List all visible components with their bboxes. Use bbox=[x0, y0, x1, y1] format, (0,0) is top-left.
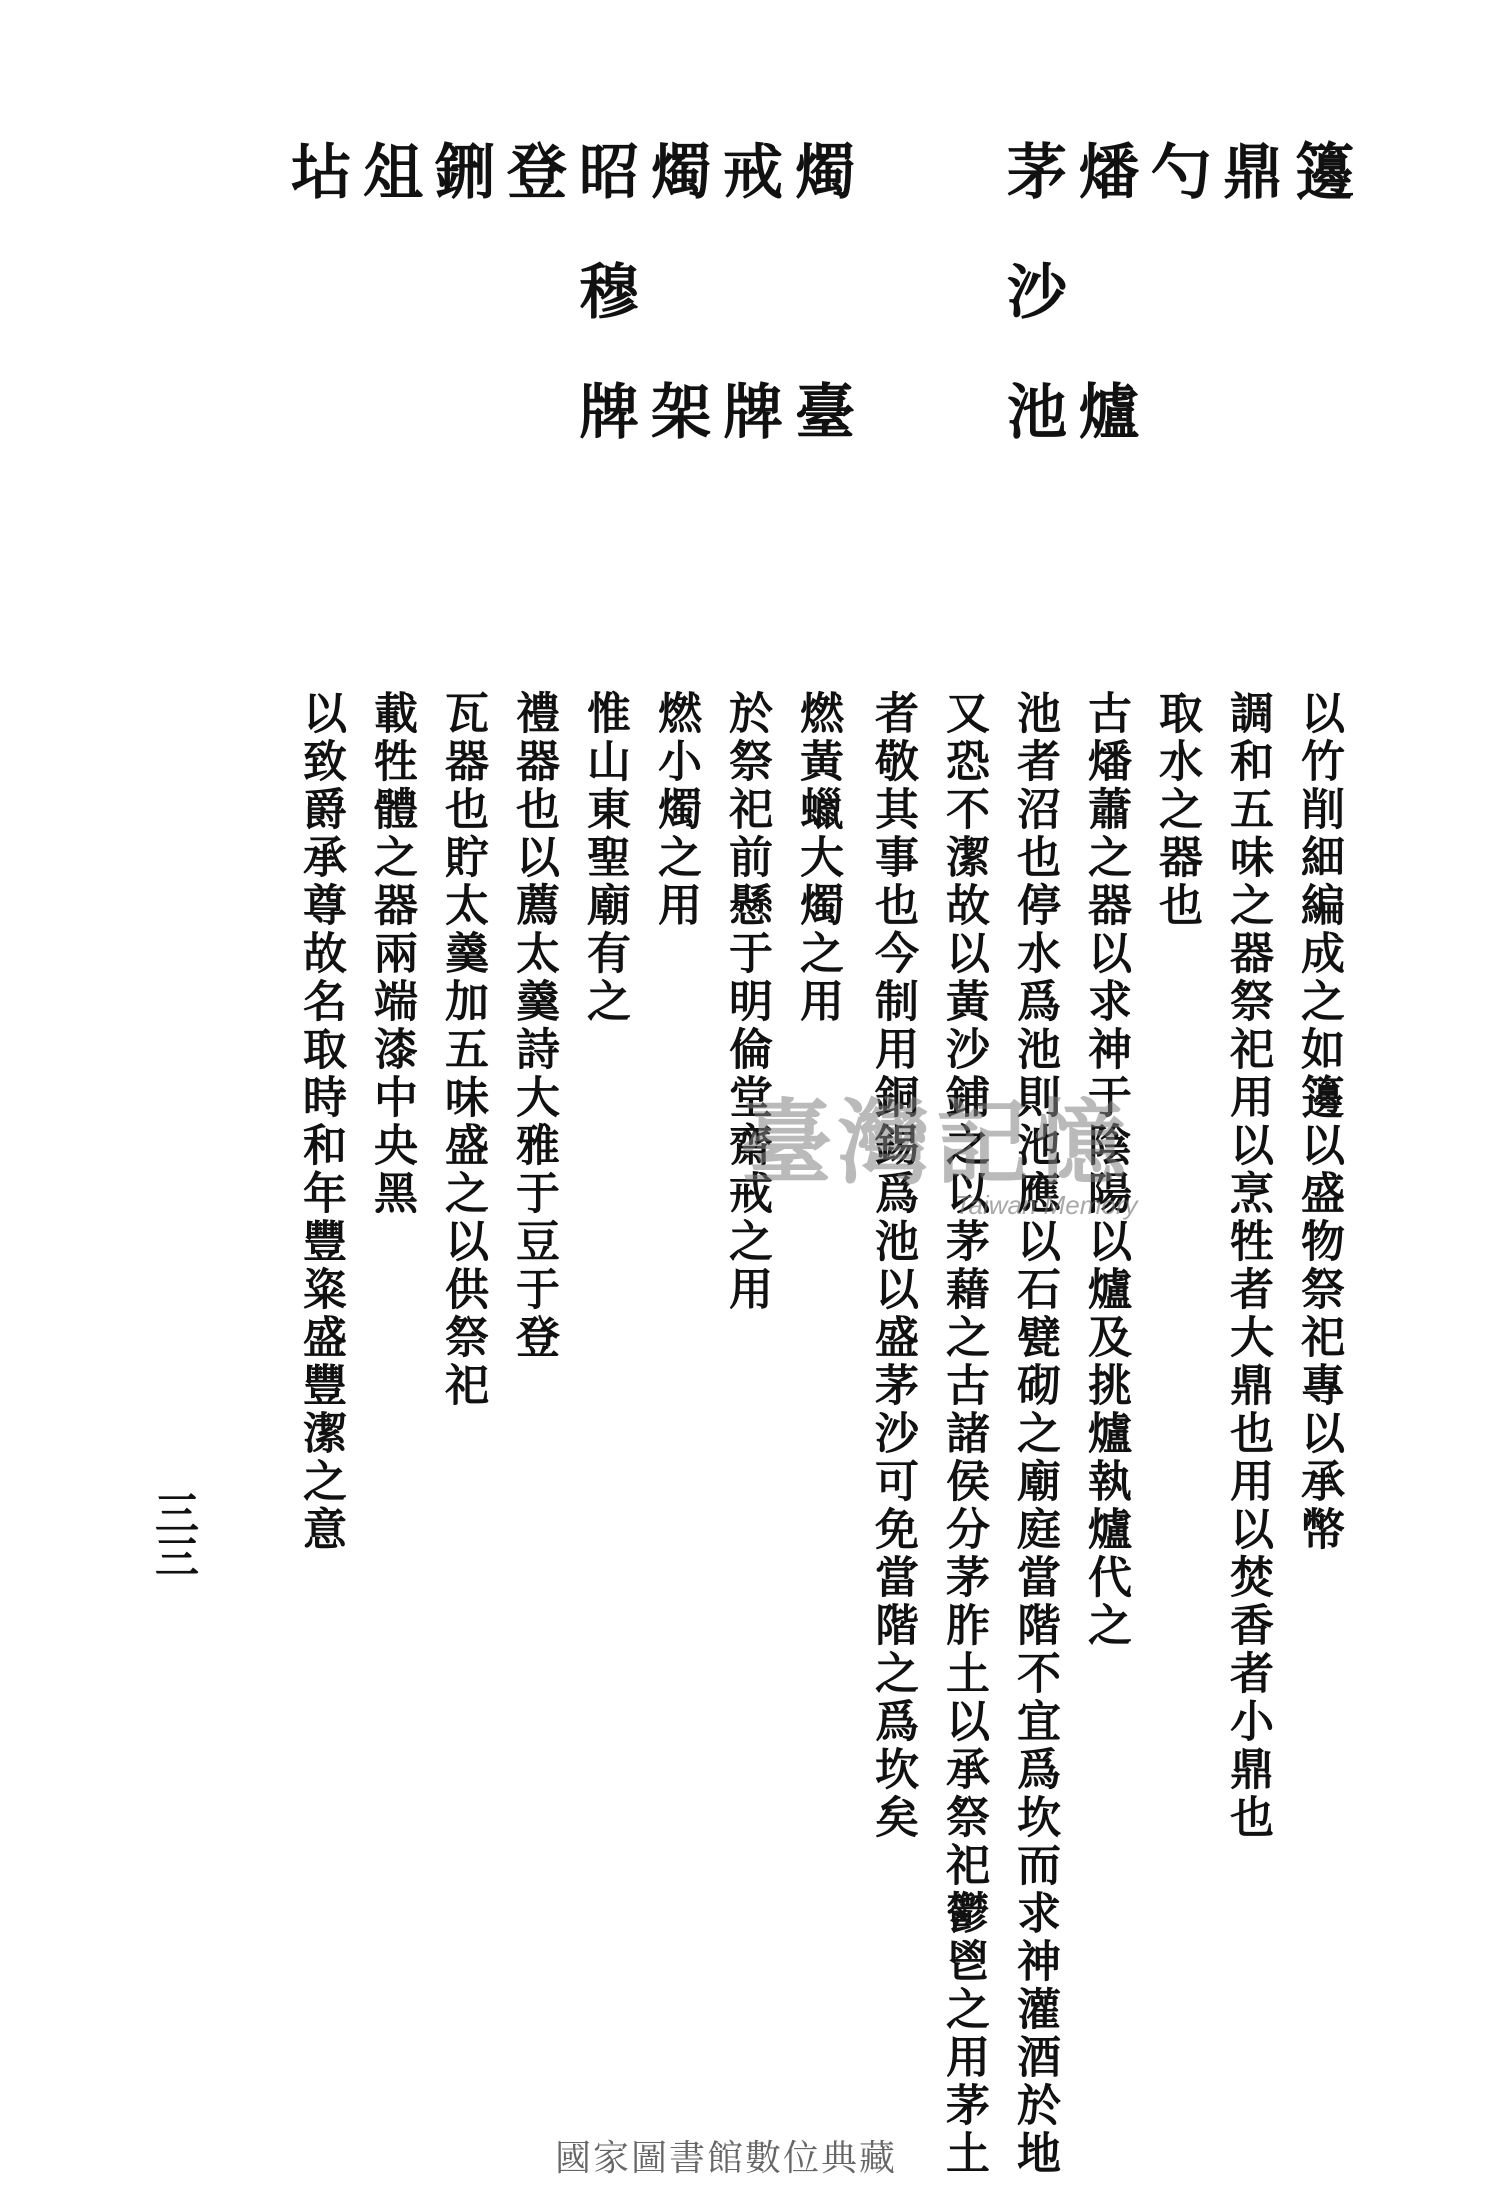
term-mao-sha-chi: 茅 沙 池 bbox=[997, 140, 1067, 440]
desc-deng: 禮器也以薦太羹詩大雅于豆于登 bbox=[508, 690, 559, 1362]
desc-zhao-mu-pai: 惟山東聖廟有之 bbox=[579, 690, 630, 1026]
watermark-logo: 臺灣記憶 bbox=[740, 1089, 1133, 1197]
desc-dian: 以致爵承尊故名取時和年豐粢盛豐潔之意 bbox=[295, 690, 346, 1554]
term-shao: 勺 bbox=[1141, 140, 1211, 200]
term-bian: 籩 bbox=[1285, 140, 1355, 200]
desc-xing: 瓦器也貯太羹加五味盛之以供祭祀 bbox=[437, 690, 488, 1410]
term-zhao-mu-pai: 昭 穆 牌 bbox=[569, 140, 639, 440]
term-xing: 鉶 bbox=[425, 140, 495, 200]
term-zhu-jia: 燭 架 bbox=[641, 140, 711, 440]
desc-mao-sha-chi-2: 又恐不潔故以黃沙鋪之以茅藉之古諸侯分茅胙土以承祭祀鬱鬯之用茅土 bbox=[938, 690, 989, 2178]
desc-bian: 以竹削細編成之如籩以盛物祭祀專以承幣 bbox=[1293, 690, 1344, 1554]
desc-mao-sha-chi-1: 池者沼也停水爲池則池應以石甓砌之廟庭當階不宜爲坎而求神灌酒於地 bbox=[1009, 690, 1060, 2178]
desc-mao-sha-chi-3: 者敬其事也今制用銅錫爲池以盛茅沙可免當階之爲坎矣 bbox=[867, 690, 918, 1842]
desc-fan-lu: 古燔蕭之器以求神于陰陽以爐及挑爐執爐代之 bbox=[1080, 690, 1131, 1650]
term-zu: 俎 bbox=[353, 140, 423, 200]
desc-ding: 調和五味之器祭祀用以烹牲者大鼎也用以焚香者小鼎也 bbox=[1222, 690, 1273, 1842]
desc-zu: 載牲體之器兩端漆中央黑 bbox=[366, 690, 417, 1218]
term-dian: 坫 bbox=[281, 140, 351, 200]
term-ding: 鼎 bbox=[1213, 140, 1283, 200]
desc-zhu-jia: 燃小燭之用 bbox=[650, 690, 701, 930]
term-fan-lu: 燔 爐 bbox=[1069, 140, 1139, 440]
term-jie-pai: 戒 牌 bbox=[713, 140, 783, 440]
desc-shao: 取水之器也 bbox=[1151, 690, 1202, 930]
term-zhu-tai: 燭 臺 bbox=[785, 140, 855, 440]
desc-zhu-tai: 燃黃蠟大燭之用 bbox=[792, 690, 843, 1026]
desc-jie-pai: 於祭祀前懸于明倫堂齋戒之用 bbox=[721, 690, 772, 1314]
page-number: 三三 bbox=[147, 1490, 198, 1578]
watermark-subtitle: Taiwan Memory bbox=[955, 1190, 1138, 1220]
footer-collection-label: 國家圖書館數位典藏 bbox=[555, 2138, 898, 2179]
term-deng: 登 bbox=[497, 140, 567, 200]
